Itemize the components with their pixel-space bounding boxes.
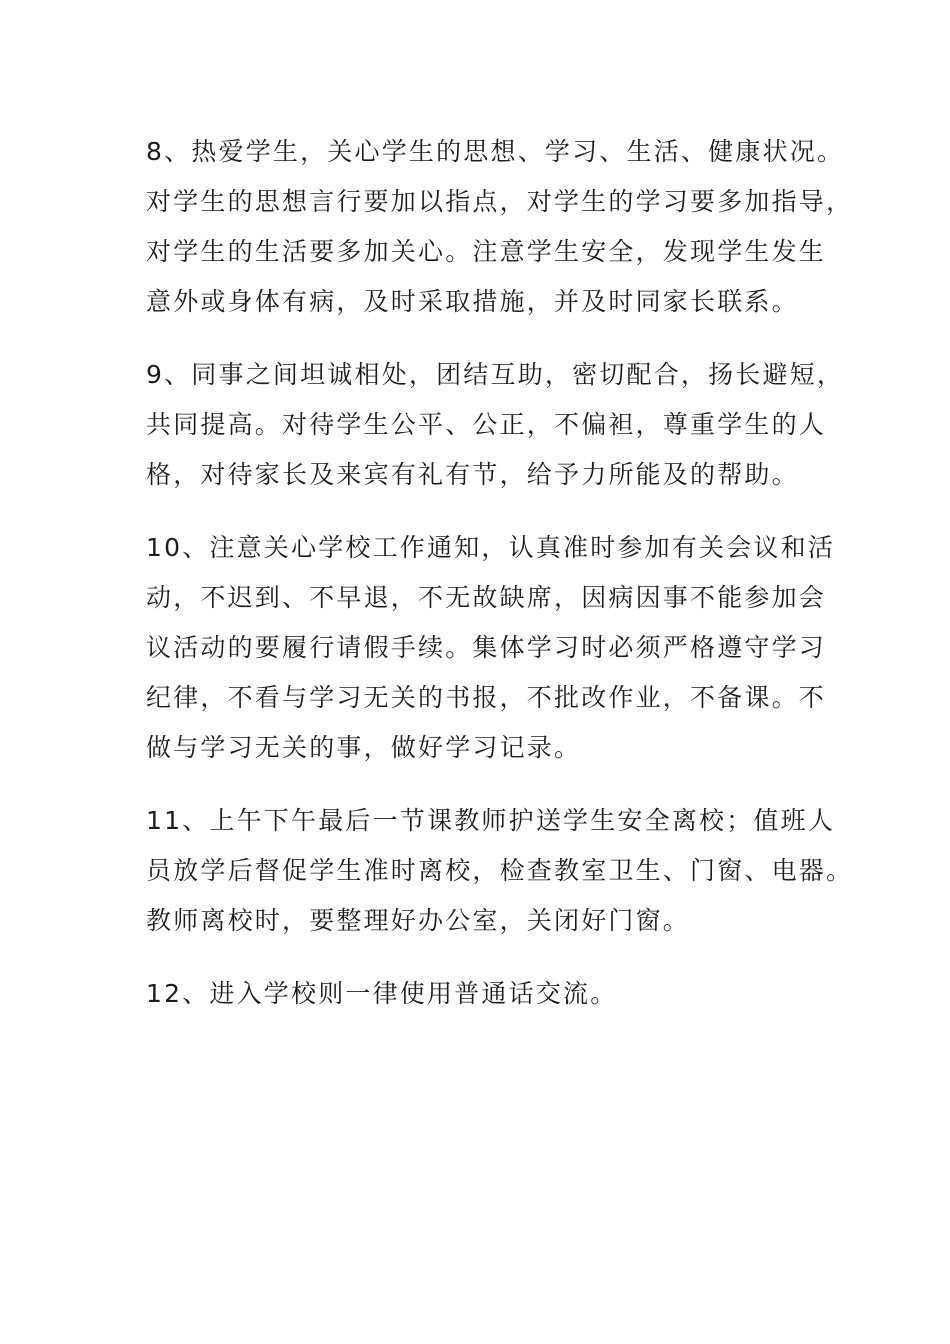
paragraph-line: 8、热爱学生，关心学生的思想、学习、生活、健康状况。 <box>146 137 845 166</box>
paragraph-line: 12、进入学校则一律使用普通话交流。 <box>146 979 618 1008</box>
rule-paragraph-8 <box>146 127 854 327</box>
paragraph-line: 对学生的思想言行要加以指点，对学生的学习要多加指导， <box>146 187 854 216</box>
rule-paragraph-12 <box>146 969 806 1019</box>
paragraph-line: 议活动的要履行请假手续。集体学习时必须严格遵守学习 <box>146 633 827 662</box>
paragraph-line: 教师离校时，要整理好办公室，关闭好门窗。 <box>146 906 691 935</box>
document-body <box>146 127 854 1042</box>
paragraph-line: 9、同事之间坦诚相处，团结互助，密切配合，扬长避短， <box>146 360 845 389</box>
rule-paragraph-10 <box>146 523 836 773</box>
paragraph-line: 格，对待家长及来宾有礼有节，给予力所能及的帮助。 <box>146 460 799 489</box>
paragraph-line: 对学生的生活要多加关心。注意学生安全，发现学生发生 <box>146 237 827 266</box>
paragraph-line: 动，不迟到、不早退，不无故缺席，因病因事不能参加会 <box>146 583 827 612</box>
paragraph-line: 做与学习无关的事，做好学习记录。 <box>146 733 582 762</box>
paragraph-line: 意外或身体有病，及时采取措施，并及时同家长联系。 <box>146 287 799 316</box>
paragraph-line: 员放学后督促学生准时离校，检查教室卫生、门窗、电器。 <box>146 856 854 885</box>
paragraph-line: 10、注意关心学校工作通知，认真准时参加有关会议和活 <box>146 533 836 562</box>
paragraph-line: 纪律，不看与学习无关的书报，不批改作业，不备课。不 <box>146 683 827 712</box>
paragraph-line: 共同提高。对待学生公平、公正，不偏袒，尊重学生的人 <box>146 410 827 439</box>
rule-paragraph-9 <box>146 350 845 500</box>
rule-paragraph-11 <box>146 796 854 946</box>
paragraph-line: 11、上午下午最后一节课教师护送学生安全离校；值班人 <box>146 806 836 835</box>
